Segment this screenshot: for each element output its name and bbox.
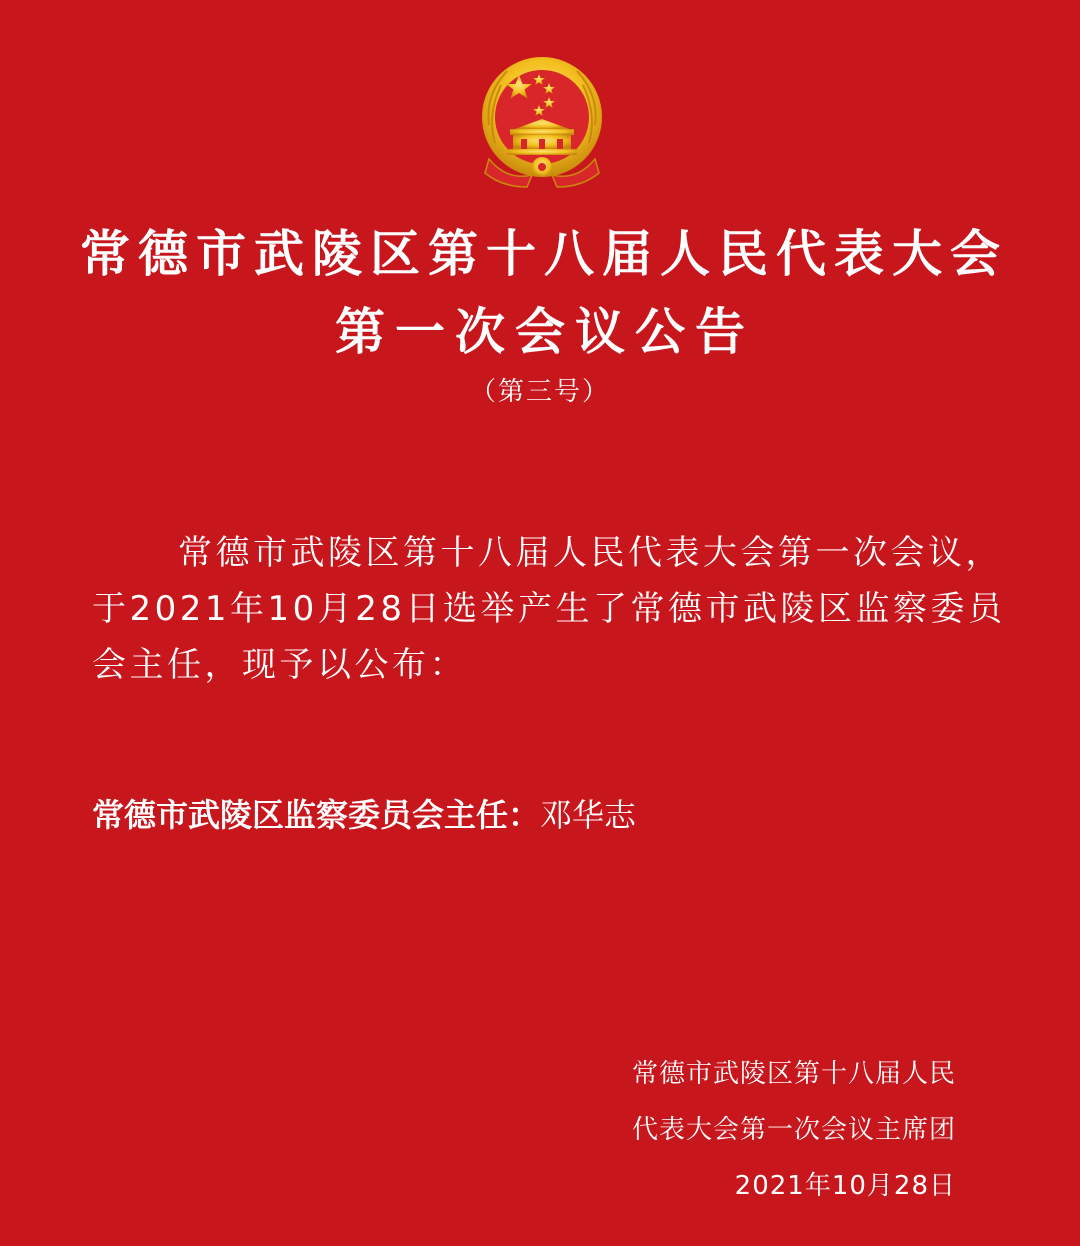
announcement-title-line-2: 第一次会议公告	[335, 302, 755, 361]
signature-block	[632, 1046, 956, 1214]
signature-date: 2021年10月28日	[734, 1171, 956, 1201]
body-line: 会主任，现予以公布：	[92, 645, 467, 685]
appointment-entry	[92, 790, 636, 840]
announcement-title-line-1: 常德市武陵区第十八届人民代表大会	[80, 224, 1008, 283]
announcement-number: （第三号）	[469, 377, 610, 407]
appointment-role: 常德市武陵区监察委员会主任：	[92, 796, 541, 834]
appointee-name: 邓华志	[540, 796, 637, 834]
signature-org-line-2: 代表大会第一次会议主席团	[631, 1115, 956, 1145]
body-line: 常德市武陵区第十八届人民代表大会第一次会议，	[178, 533, 1003, 573]
announcement-body	[92, 525, 1006, 693]
national-emblem-icon	[477, 55, 607, 190]
signature-org-line-1: 常德市武陵区第十八届人民	[631, 1059, 956, 1089]
body-line: 于2021年10月28日选举产生了常德市武陵区监察委员	[92, 589, 1006, 629]
